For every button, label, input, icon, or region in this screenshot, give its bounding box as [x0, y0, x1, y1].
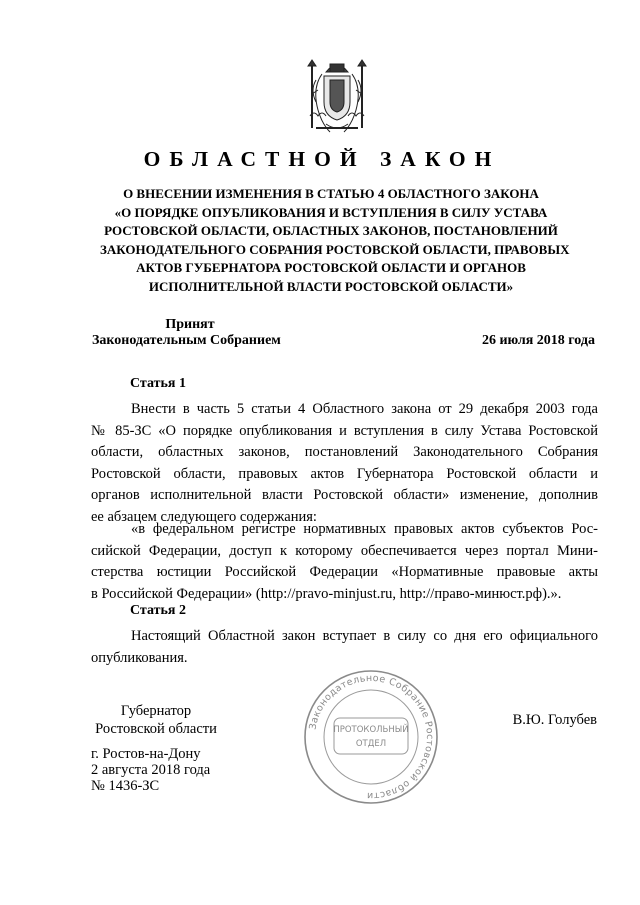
title-line: «О ПОРЯДКЕ ОПУБЛИКОВАНИЯ И ВСТУПЛЕНИЯ В СИЛУ УСТАВА: [114, 204, 548, 220]
text-line: Внести в часть 5 статьи 4 Областного закона от 29 декабря 2003 года: [131, 401, 598, 417]
document-type: ОБЛАСТНОЙ ЗАКОН: [143, 147, 501, 171]
adoption-date: 26 июля 2018 года: [481, 333, 595, 348]
title-line: РОСТОВСКОЙ ОБЛАСТИ, ОБЛАСТНЫХ ЗАКОНОВ, ПОСТАНОВЛЕНИЙ: [104, 223, 558, 239]
article-1-title: Статья 1: [130, 376, 186, 391]
adopted-by: Законодательным Собранием: [92, 333, 281, 348]
signatory-name: В.Ю. Голубев: [512, 712, 597, 728]
seal-inner-line: ПРОТОКОЛЬНЫЙ: [333, 725, 409, 735]
text-line: Настоящий Областной закон вступает в силу со дня его официального: [131, 628, 598, 644]
adopted-label: Принят: [165, 317, 215, 332]
position-line: Губернатор: [120, 703, 192, 719]
text-line: «в федеральном регистре нормативных правовых актов субъектов Рос-: [131, 521, 598, 537]
city: г. Ростов-на-Дону: [91, 746, 201, 762]
stamp-seal: [302, 668, 440, 806]
text-line: Ростовской области, правовых актов Губернатора Ростовской области и: [91, 465, 598, 482]
title-line: АКТОВ ГУБЕРНАТОРА РОСТОВСКОЙ ОБЛАСТИ И ОРГАНОВ: [136, 260, 526, 276]
text-line: в Российской Федерации» (http://pravo-minjust.ru, http://право-минюст.рф).».: [91, 585, 562, 602]
signing-date: 2 августа 2018 года: [91, 762, 211, 778]
law-title: [100, 185, 570, 297]
title-line: О ВНЕСЕНИИ ИЗМЕНЕНИЯ В СТАТЬЮ 4 ОБЛАСТНОГО ЗАКОНА: [123, 186, 539, 201]
seal-outer-text: Законодательное Собрание Ростовской области: [307, 672, 436, 802]
coat-of-arms-icon: [296, 50, 378, 134]
title-line: ЗАКОНОДАТЕЛЬНОГО СОБРАНИЯ РОСТОВСКОЙ ОБЛАСТИ, ПРАВОВЫХ: [100, 241, 570, 257]
text-line: № 85-ЗС «О порядке опубликования и вступления в силу Устава Ростовской: [91, 422, 598, 439]
text-line: опубликования.: [91, 649, 188, 666]
article-2-title: Статья 2: [130, 603, 186, 618]
text-line: области, областных законов, постановлений Законодательного Собрания: [91, 444, 598, 461]
text-line: сийской Федерации, доступ к которому обеспечивается через портал Мини-: [91, 542, 598, 559]
article-2-paragraph: [91, 626, 598, 669]
position-line: Ростовской области: [95, 721, 217, 737]
law-number: № 1436-ЗС: [91, 778, 160, 794]
article-1-paragraph-2: [91, 519, 598, 605]
place-date-number: [91, 746, 210, 794]
title-line: ИСПОЛНИТЕЛЬНОЙ ВЛАСТИ РОСТОВСКОЙ ОБЛАСТИ»: [148, 278, 514, 294]
signatory-position: [91, 702, 221, 738]
text-line: органов исполнительной власти Ростовской области» изменение, дополнив: [91, 487, 598, 504]
article-1-paragraph-1: [91, 399, 598, 529]
seal-inner-line: ОТДЕЛ: [355, 739, 387, 749]
text-line: ее абзацем следующего содержания:: [91, 508, 317, 525]
svg-text:Законодательное Собрание Росто: [307, 673, 435, 801]
text-line: стерства юстиции Российской Федерации «Нормативные правовые акты: [91, 564, 598, 581]
